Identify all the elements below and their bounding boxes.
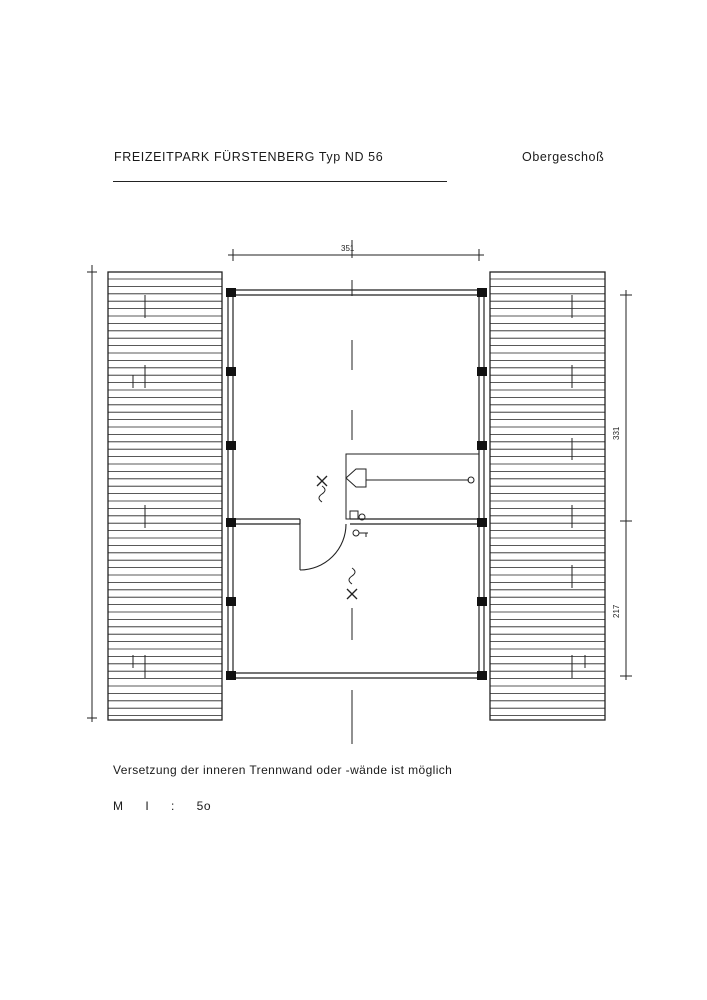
door-swing (300, 524, 346, 570)
wall-post (477, 671, 487, 680)
wall-post (226, 597, 236, 606)
dimension-label-top: 351 (341, 244, 355, 253)
drawing-title: FREIZEITPARK FÜRSTENBERG Typ ND 56 (114, 150, 384, 164)
wall-post (477, 288, 487, 297)
wall-post (226, 288, 236, 297)
wall-post (226, 518, 236, 527)
wall-post (226, 367, 236, 376)
left-roof-panel (108, 272, 222, 720)
dimension-line-left (87, 265, 97, 722)
floor-label: Obergeschoß (522, 150, 605, 164)
wall-post (477, 597, 487, 606)
wall-post (477, 518, 487, 527)
room-walls (228, 290, 484, 678)
right-roof-panel (490, 272, 605, 720)
lamp-symbol-upper (317, 476, 327, 502)
dimension-line-top (228, 249, 484, 261)
stair-ladder (346, 454, 479, 519)
lamp-symbol-lower (347, 568, 357, 599)
wall-post (226, 671, 236, 680)
scale-label: M I : 5o (113, 799, 212, 813)
wall-posts (226, 288, 487, 680)
dimension-label-right-lower: 217 (612, 604, 621, 618)
wall-post (477, 367, 487, 376)
dimension-label-right-upper: 331 (612, 426, 621, 440)
partition-wall (233, 519, 479, 524)
dimension-line-right (620, 290, 632, 680)
wall-post (477, 441, 487, 450)
wall-post (226, 441, 236, 450)
drawing-note: Versetzung der inneren Trennwand oder -wände ist möglich (113, 763, 453, 777)
